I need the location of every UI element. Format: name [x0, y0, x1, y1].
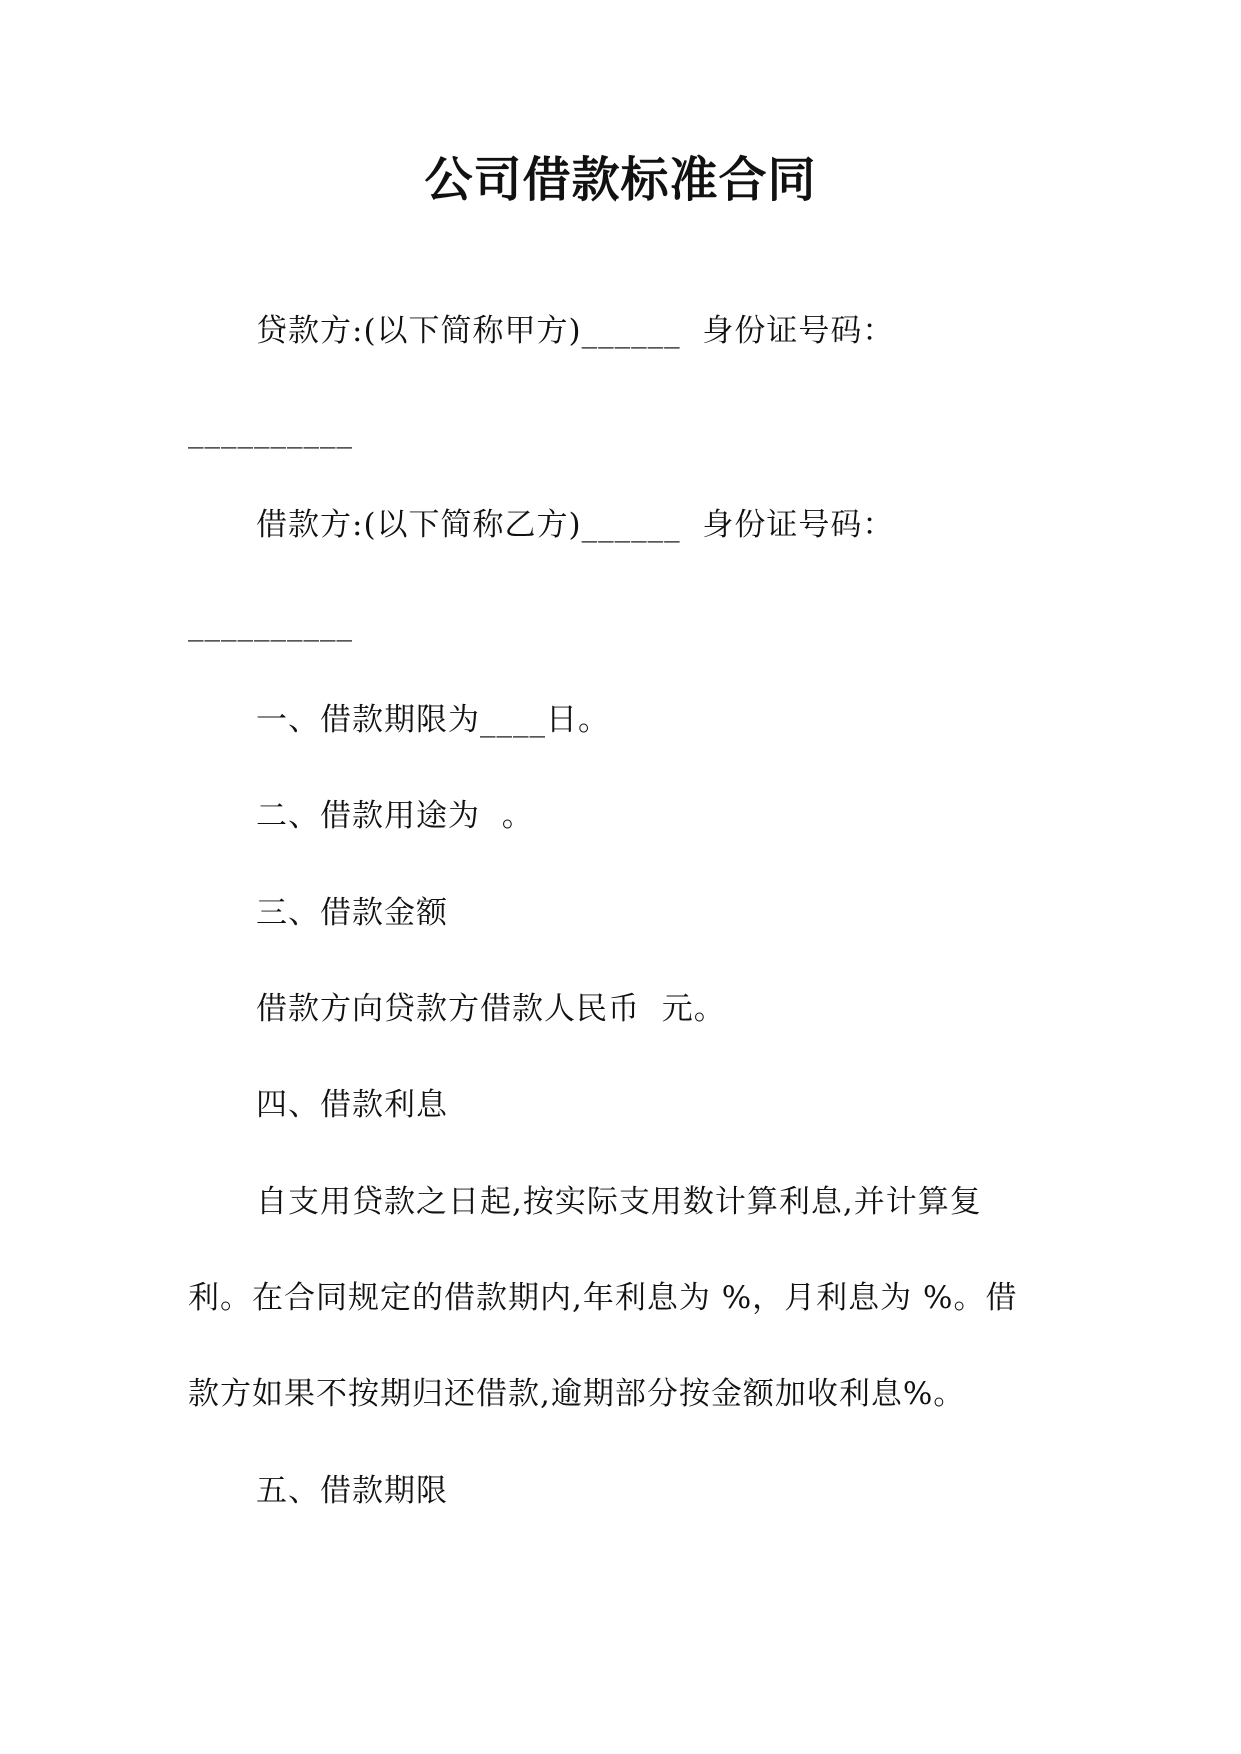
clause-4-text-line-3: 款方如果不按期归还借款,逾期部分按金额加收利息%。	[188, 1376, 966, 1412]
document-title: 公司借款标准合同	[424, 152, 817, 208]
clause-3-amount: 借款方向贷款方借款人民币 元。	[256, 991, 726, 1027]
lender-line: 贷款方:(以下简称甲方)______ 身份证号码：	[256, 313, 895, 349]
clause-5-heading: 五、借款期限	[256, 1473, 448, 1509]
clause-3-heading: 三、借款金额	[256, 895, 448, 931]
clause-4-heading: 四、借款利息	[256, 1087, 448, 1123]
clause-2-purpose: 二、借款用途为 。	[256, 798, 534, 834]
clause-4-text-line-2: 利。在合同规定的借款期内,年利息为 %，月利息为 %。借	[188, 1280, 1018, 1316]
borrower-line: 借款方:(以下简称乙方)______ 身份证号码：	[256, 507, 895, 543]
clause-4-text-line-1: 自支用贷款之日起,按实际支用数计算利息,并计算复	[256, 1184, 982, 1220]
lender-id-blank: __________	[188, 413, 353, 449]
borrower-id-blank: __________	[188, 606, 353, 642]
clause-1-term: 一、借款期限为____日。	[256, 702, 610, 738]
